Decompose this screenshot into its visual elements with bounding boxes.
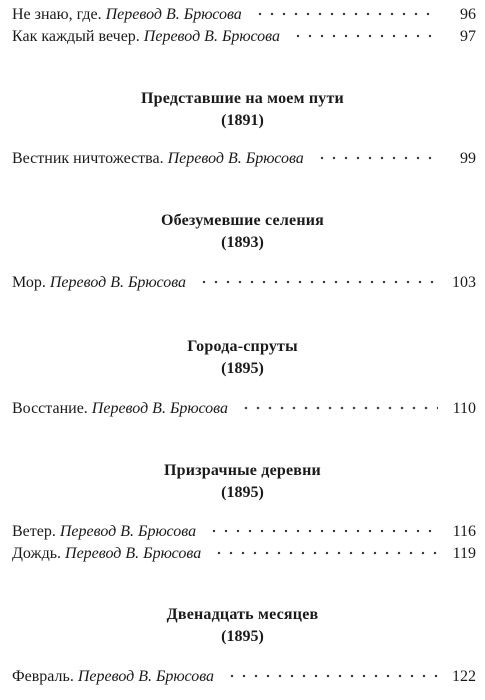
entry-title: Дождь.	[12, 545, 62, 562]
dot-leader	[316, 156, 438, 160]
section-title: Обезумевшие селения	[160, 212, 325, 229]
section-heading	[0, 210, 485, 254]
entry-page-number: 103	[452, 274, 476, 291]
dot-leader	[198, 280, 438, 284]
dot-leader	[254, 12, 438, 16]
section-year: (1893)	[221, 234, 264, 251]
dot-leader	[292, 34, 438, 38]
entry-translator: Перевод В. Брюсова	[105, 6, 242, 23]
section-year: (1895)	[221, 484, 264, 501]
dot-leader	[226, 674, 438, 678]
toc-entry	[12, 26, 476, 48]
section-year: (1895)	[221, 360, 264, 377]
entry-title: Восстание.	[12, 400, 88, 417]
entry-translator: Перевод В. Брюсова	[59, 523, 197, 540]
toc-entry	[12, 666, 476, 688]
toc-entry	[12, 398, 476, 420]
entry-page-number: 122	[452, 668, 476, 685]
toc-entry	[12, 543, 476, 565]
section-title: Двенадцать месяцев	[166, 606, 319, 623]
section-year: (1891)	[221, 112, 264, 129]
entry-page-number: 97	[460, 28, 476, 45]
section-heading	[0, 460, 485, 504]
entry-page-number: 96	[460, 6, 476, 23]
dot-leader	[240, 406, 438, 410]
entry-title: Как каждый вечер.	[12, 28, 140, 45]
dot-leader	[213, 551, 438, 555]
toc-entry	[12, 148, 476, 170]
entry-translator: Перевод В. Брюсова	[65, 545, 202, 562]
entry-title: Ветер.	[12, 523, 56, 540]
section-title: Призрачные деревни	[164, 462, 321, 479]
entry-title: Не знаю, где.	[12, 6, 102, 23]
entry-page-number: 110	[452, 400, 476, 417]
section-title: Представшие на моем пути	[141, 90, 344, 107]
toc-entry	[12, 272, 476, 294]
entry-translator: Перевод В. Брюсова	[143, 28, 280, 45]
entry-page-number: 99	[460, 150, 476, 167]
dot-leader	[208, 529, 438, 533]
entry-translator: Перевод В. Брюсова	[167, 150, 304, 167]
entry-translator: Перевод В. Брюсова	[49, 274, 187, 291]
section-title: Города-спруты	[187, 338, 298, 355]
entry-title: Мор.	[12, 274, 46, 291]
entry-page-number: 116	[452, 523, 476, 540]
entry-title: Вестник ничтожества.	[12, 150, 164, 167]
entry-title: Февраль.	[12, 668, 74, 685]
section-heading	[0, 88, 485, 132]
entry-translator: Перевод В. Брюсова	[91, 400, 228, 417]
toc-entry	[12, 4, 476, 26]
section-year: (1895)	[221, 628, 264, 645]
toc-entry	[12, 521, 476, 543]
section-heading	[0, 604, 485, 648]
section-heading	[0, 336, 485, 380]
entry-page-number: 119	[452, 545, 476, 562]
entry-translator: Перевод В. Брюсова	[77, 668, 215, 685]
